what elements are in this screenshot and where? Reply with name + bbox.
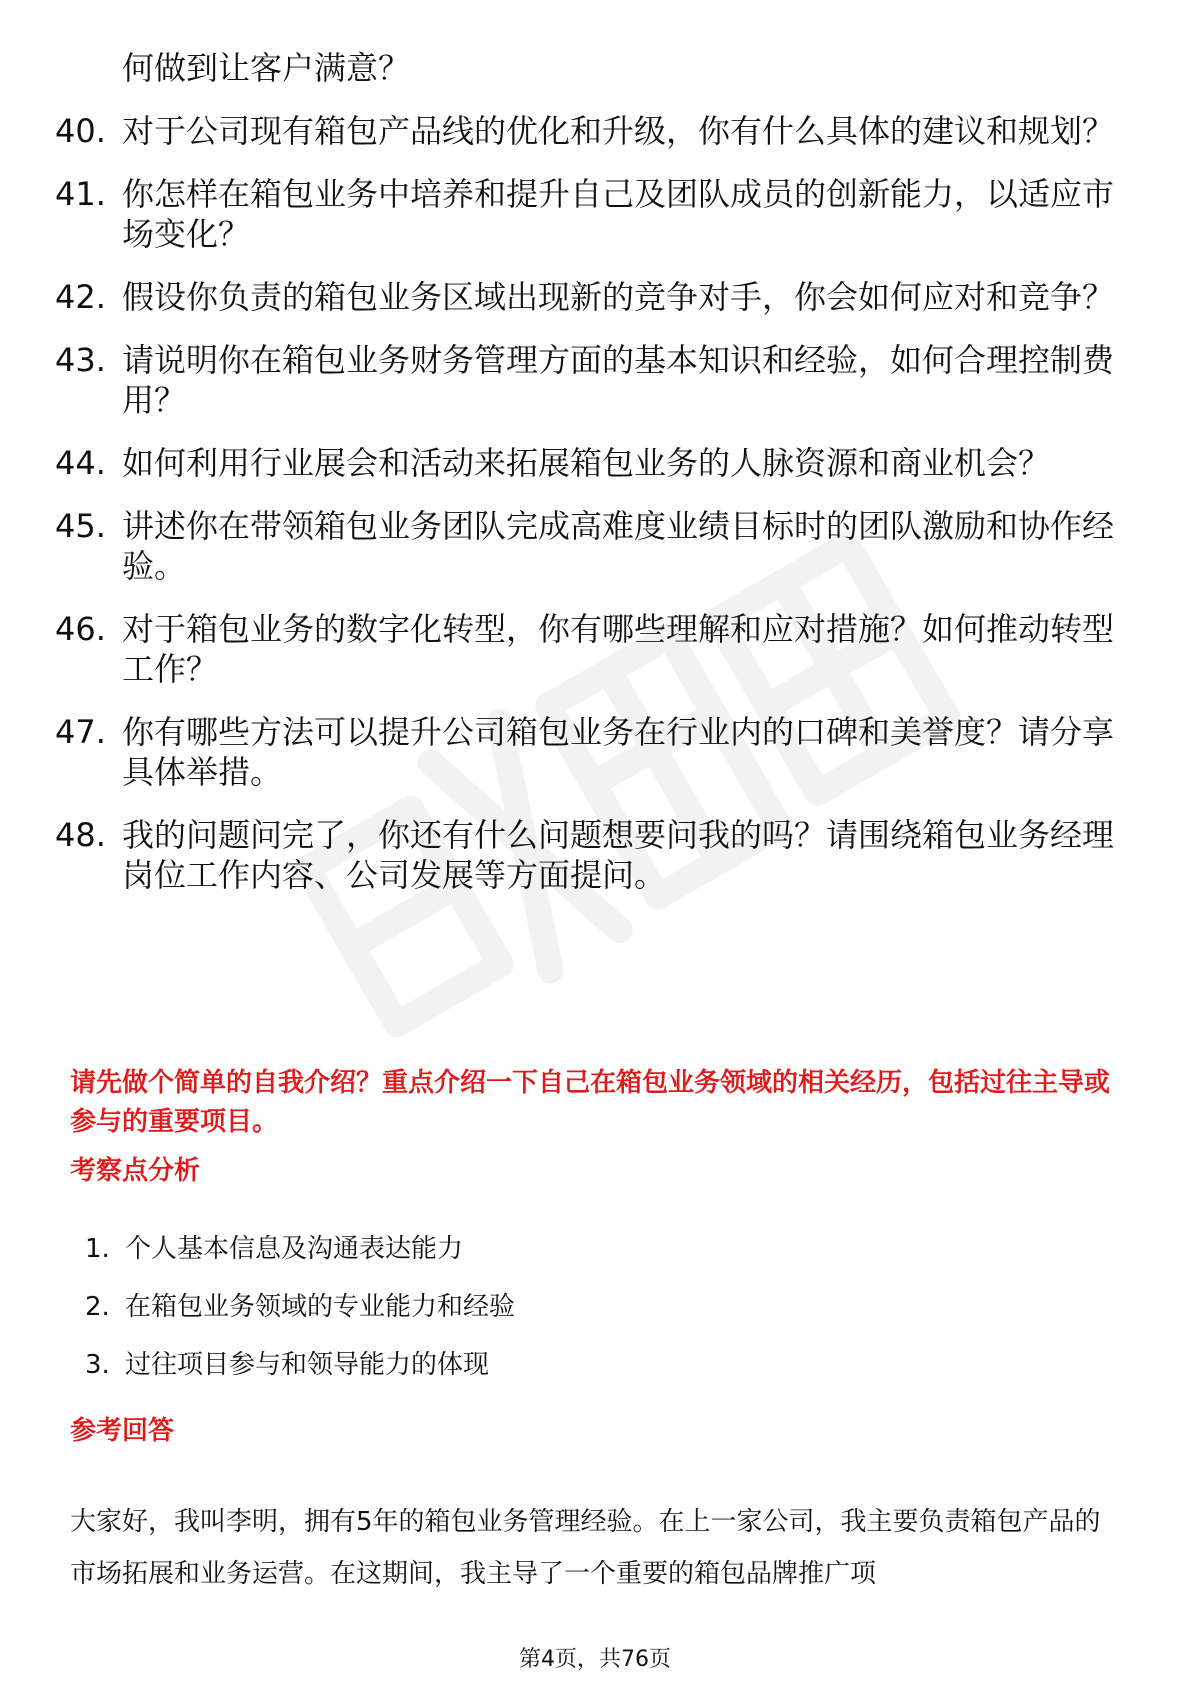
question-item — [55, 48, 1125, 88]
analysis-points — [85, 1232, 515, 1406]
question-list — [55, 48, 1125, 918]
analysis-point — [85, 1232, 515, 1266]
point-text: 在箱包业务领域的专业能力和经验 — [125, 1292, 516, 1322]
question-text: 对于箱包业务的数字化转型，你有哪些理解和应对措施？如何推动转型工作？ — [122, 610, 1115, 688]
question-text: 如何利用行业展会和活动来拓展箱包业务的人脉资源和商业机会？ — [122, 444, 1051, 482]
question-item — [55, 712, 1125, 792]
analysis-title: 考察点分析 — [70, 1156, 201, 1186]
point-number: 1. — [85, 1234, 110, 1264]
question-number — [55, 48, 122, 88]
point-text: 个人基本信息及沟通表达能力 — [125, 1234, 464, 1264]
reference-title: 参考回答 — [70, 1416, 175, 1446]
highlight-question: 请先做个简单的自我介绍？重点介绍一下自己在箱包业务领域的相关经历，包括过往主导或参与的重要项目。 — [70, 1068, 1111, 1137]
question-text: 何做到让客户满意？ — [122, 49, 411, 87]
question-text: 对于公司现有箱包产品线的优化和升级，你有什么具体的建议和规划？ — [122, 112, 1115, 150]
question-number: 45. — [55, 507, 106, 545]
question-item — [55, 174, 1125, 254]
page-footer: 第4页，共76页 — [519, 1647, 671, 1672]
analysis-point — [85, 1290, 515, 1324]
question-text: 假设你负责的箱包业务区域出现新的竞争对手，你会如何应对和竞争？ — [122, 278, 1115, 316]
question-number: 43. — [55, 341, 106, 379]
question-text: 我的问题问完了，你还有什么问题想要问我的吗？请围绕箱包业务经理岗位工作内容、公司发展等方面提问。 — [122, 816, 1115, 894]
question-number: 42. — [55, 278, 106, 316]
question-number: 46. — [55, 610, 106, 648]
point-text: 过往项目参与和领导能力的体现 — [125, 1350, 490, 1380]
question-item — [55, 277, 1125, 317]
question-item — [55, 111, 1125, 151]
question-number: 40. — [55, 112, 106, 150]
question-text: 讲述你在带领箱包业务团队完成高难度业绩目标时的团队激励和协作经验。 — [122, 507, 1115, 585]
question-item — [55, 443, 1125, 483]
question-item — [55, 609, 1125, 689]
question-item — [55, 340, 1125, 420]
analysis-point — [85, 1348, 515, 1382]
point-number: 3. — [85, 1350, 110, 1380]
question-number: 44. — [55, 444, 106, 482]
reference-answer: 大家好，我叫李明，拥有5年的箱包业务管理经验。在上一家公司，我主要负责箱包产品的市场拓展和业务运营。在这期间，我主导了一个重要的箱包品牌推广项 — [70, 1507, 1101, 1589]
question-text: 你有哪些方法可以提升公司箱包业务在行业内的口碑和美誉度？请分享具体举措。 — [122, 713, 1115, 791]
question-number: 48. — [55, 816, 106, 854]
question-text: 你怎样在箱包业务中培养和提升自己及团队成员的创新能力，以适应市场变化？ — [122, 175, 1115, 253]
point-number: 2. — [85, 1292, 110, 1322]
question-item — [55, 506, 1125, 586]
question-item — [55, 815, 1125, 895]
question-number: 47. — [55, 713, 106, 751]
question-number: 41. — [55, 175, 106, 213]
question-text: 请说明你在箱包业务财务管理方面的基本知识和经验，如何合理控制费用？ — [122, 341, 1115, 419]
